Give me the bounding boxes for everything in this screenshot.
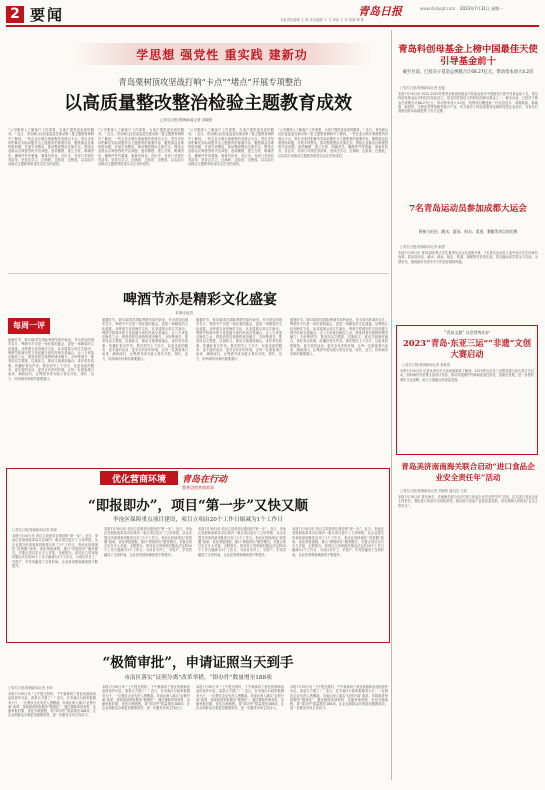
right-bottom-byline: □青岛日报/观海新闻记者 刘晓阳 通讯员 王婧 bbox=[400, 489, 467, 493]
lead-body-col-2: “公司要深入了解客户工作需要，为客户提供更优质的服务。” 近日，青岛崂山区纪委监委在推动第二批主题教育调研中了解到，一些企业反映办事流程仍有堵点卡点。青岛市坚持把解决实际问题作为主题教育的重要内容，聚焦群众急难愁盼问题，开展专项整治，推动整改整治走深走实。围绕企业群众反映强烈的突出问题，逐项梳理、建立台账、明确责任，确保件件有着落、事事有回音。各区市、各部门对照任务清单，坚持边学习、边调研、边检视、边整改，以实际行动推动主题教育取得实实在在的成效。 bbox=[98, 128, 184, 167]
right-box-kicker: “青岛文旅” 社会智库出炉 bbox=[444, 330, 490, 335]
right-mid-subtitle: 将参与田径、跳水、游泳、射击、柔道、赛艇等项目的比赛 bbox=[418, 229, 518, 234]
right-mid-byline: □青岛日报/观海新闻记者 陈勇 bbox=[400, 245, 445, 249]
lower-headline: “极简审批”，申请证照当天到手 bbox=[102, 655, 294, 671]
page-number: 2 bbox=[10, 6, 20, 22]
feature-body-col-1: 本报7月30日讯 项目立项是项目建设的“第一步”。近日，李沧区发展和改革局对区域内一重点项目进行了立项审批，从企业提交申请到拿到批复仅用了1个工作日。李沧区持续深化“放管服”改革，优化审批流程，推行“即报即办”服务模式，对重点项目实行专人对接、全程帮办，将项目立项审批时限由法定的20个工作日缩减为1个工作日，为项目早开工、早投产、早见效赢得了宝贵时间，企业获得感和满意度不断提升。 bbox=[12, 534, 98, 569]
right-bottom-headline: 青岛美济南南海关联合启动“进口食品企业安全责任年”活动 bbox=[401, 462, 535, 482]
middle-rule bbox=[8, 273, 388, 274]
lead-headline: 以高质量整改整治检验主题教育成效 bbox=[64, 93, 352, 114]
right-box-byline: □青岛日报/观海新闻记者 张敬普 bbox=[402, 363, 451, 367]
feature-badge-secondary: 青岛在行动 bbox=[182, 475, 228, 485]
right-box-headline: 2023“青岛·东亚三运”“非遗”文创大赛启动 bbox=[402, 338, 532, 359]
lower-body-col-4: 本报7月30日讯 “上午提交材料，下午就拿到了营业执照和食品经营许可证，真是太方便了！” 近日，在市南区行政审批服务大厅，一位餐饮企业负责人感慨道。市南区深入落实“证照分离”改革，持续推进审批服务“极简化”，通过精简申请材料、压缩审批时限、优化办理流程，将“即办件”数量增至188项，让企业和群众办事更加便捷高效，进一步激发市场主体活力。 bbox=[290, 685, 388, 711]
right-top-body: 本报7月30日讯 2022-2023年度青岛科创母基金引导基金获评中国最佳天使引导基金前十名，青岛科创母基金由市科技局发起设立，是全国首批设立的科技创新母基金之一。截至目前，已投决子基金总规模合计68.27亿元，带动资本放大4.2倍，投资项目覆盖新一代信息技术、高端装备、新能源、新材料、生物医药等战略性新兴产业，有力推动了科技成果转化和科技型企业成长，为青岛打造科创资本高地提供了有力支撑。 bbox=[398, 92, 538, 114]
feature-headline: “即报即办”，项目“第一步”又快又顺 bbox=[87, 498, 309, 514]
commentary-body-col-2: 盛夏时节，第33届青岛国际啤酒节如约而至。作为青岛的城市名片，啤酒节不仅是一场狂欢的盛会，更是一场精彩的文化盛宴。从啤酒文化到海洋文化，从非遗展示到文艺演出，啤酒节将城市的文化底蕴与现代时尚完美融合，让八方来客在畅饮之余，感受到青岛独特的城市魅力。办好啤酒节，要坚持以文塑旅、以旅彰文，推动文旅深度融合，讲好青岛故事，传播好青岛声音。要在细节上下功夫，以更优质的服务、更丰富的活动、更安全有序的环境，让每一位游客乘兴而来、满意而归，让啤酒节成为展示青岛开放、现代、活力、时尚城市形象的重要窗口。 bbox=[102, 318, 188, 361]
commentary-body-col-3: 盛夏时节，第33届青岛国际啤酒节如约而至。作为青岛的城市名片，啤酒节不仅是一场狂欢的盛会，更是一场精彩的文化盛宴。从啤酒文化到海洋文化，从非遗展示到文艺演出，啤酒节将城市的文化底蕴与现代时尚完美融合，让八方来客在畅饮之余，感受到青岛独特的城市魅力。办好啤酒节，要坚持以文塑旅、以旅彰文，推动文旅深度融合，讲好青岛故事，传播好青岛声音。要在细节上下功夫，以更优质的服务、更丰富的活动、更安全有序的环境，让每一位游客乘兴而来、满意而归，让啤酒节成为展示青岛开放、现代、活力、时尚城市形象的重要窗口。 bbox=[196, 318, 282, 361]
feature-body-col-4: 本报7月30日讯 项目立项是项目建设的“第一步”。近日，李沧区发展和改革局对区域内一重点项目进行了立项审批，从企业提交申请到拿到批复仅用了1个工作日。李沧区持续深化“放管服”改革，优化审批流程，推行“即报即办”服务模式，对重点项目实行专人对接、全程帮办，将项目立项审批时限由法定的20个工作日缩减为1个工作日，为项目早开工、早投产、早见效赢得了宝贵时间，企业获得感和满意度不断提升。 bbox=[292, 527, 384, 557]
lead-body-col-4: “公司要深入了解客户工作需要，为客户提供更优质的服务。” 近日，青岛崂山区纪委监委在推动第二批主题教育调研中了解到，一些企业反映办事流程仍有堵点卡点。青岛市坚持把解决实际问题作为主题教育的重要内容，聚焦群众急难愁盼问题，开展专项整治，推动整改整治走深走实。围绕企业群众反映强烈的突出问题，逐项梳理、建立台账、明确责任，确保件件有着落、事事有回音。各区市、各部门对照任务清单，坚持边学习、边调研、边检视、边整改，以实际行动推动主题教育取得实实在在的成效。 bbox=[278, 128, 388, 158]
lead-kicker: 青岛栗树顶攻坚战打响“卡点”“堵点”开展专项整治 bbox=[118, 77, 302, 87]
feature-badge-primary: 优化营商环境 bbox=[111, 475, 166, 485]
commentary-body-col-1: 盛夏时节，第33届青岛国际啤酒节如约而至。作为青岛的城市名片，啤酒节不仅是一场狂欢的盛会，更是一场精彩的文化盛宴。从啤酒文化到海洋文化，从非遗展示到文艺演出，啤酒节将城市的文化底蕴与现代时尚完美融合，让八方来客在畅饮之余，感受到青岛独特的城市魅力。办好啤酒节，要坚持以文塑旅、以旅彰文，推动文旅深度融合，讲好青岛故事，传播好青岛声音。要在细节上下功夫，以更优质的服务、更丰富的活动、更安全有序的环境，让每一位游客乘兴而来、满意而归，让啤酒节成为展示青岛开放、现代、活力、时尚城市形象的重要窗口。 bbox=[8, 338, 94, 381]
lower-byline: □青岛日报/观海新闻记者 李沛 bbox=[8, 686, 53, 690]
right-bottom-body: 本报7月30日讯 青岛海关、济南海关联合启动“进口食品企业安全责任年”活动，压实进口食品企业主体责任，强化进口食品安全风险防控，推动进口食品产业高质量发展，切实保障人民群众“舌尖上的安全”。 bbox=[398, 495, 538, 508]
masthead-url: www.dailyqd.com bbox=[420, 6, 456, 11]
commentary-byline: 本报评论员 bbox=[175, 311, 193, 315]
lower-body-col-1: 本报7月30日讯 “上午提交材料，下午就拿到了营业执照和食品经营许可证，真是太方便了！” 近日，在市南区行政审批服务大厅，一位餐饮企业负责人感慨道。市南区深入落实“证照分离”改革，持续推进审批服务“极简化”，通过精简申请材料、压缩审批时限、优化办理流程，将“即办件”数量增至188项，让企业和群众办事更加便捷高效，进一步激发市场主体活力。 bbox=[8, 692, 96, 718]
column-label: 每周一评 bbox=[13, 320, 45, 330]
column-divider bbox=[391, 30, 392, 780]
header-rule bbox=[6, 25, 539, 27]
lead-byline: □青岛日报/观海新闻记者 刘晓阳 bbox=[160, 118, 213, 122]
right-top-subtitle: 截至目前，已投决子基金总规模合计68.27亿元，带动资本放大4.2倍 bbox=[402, 70, 534, 75]
slogan-text: 学思想 强党性 重实践 建新功 bbox=[136, 48, 308, 62]
lower-body-col-3: 本报7月30日讯 “上午提交材料，下午就拿到了营业执照和食品经营许可证，真是太方便了！” 近日，在市南区行政审批服务大厅，一位餐饮企业负责人感慨道。市南区深入落实“证照分离”改革，持续推进审批服务“极简化”，通过精简申请材料、压缩审批时限、优化办理流程，将“即办件”数量增至188项，让企业和群众办事更加便捷高效，进一步激发市场主体活力。 bbox=[196, 685, 284, 711]
feature-body-col-3: 本报7月30日讯 项目立项是项目建设的“第一步”。近日，李沧区发展和改革局对区域内一重点项目进行了立项审批，从企业提交申请到拿到批复仅用了1个工作日。李沧区持续深化“放管服”改革，优化审批流程，推行“即报即办”服务模式，对重点项目实行专人对接、全程帮办，将项目立项审批时限由法定的20个工作日缩减为1个工作日，为项目早开工、早投产、早见效赢得了宝贵时间，企业获得感和满意度不断提升。 bbox=[198, 527, 286, 557]
feature-body-col-2: 本报7月30日讯 项目立项是项目建设的“第一步”。近日，李沧区发展和改革局对区域内一重点项目进行了立项审批，从企业提交申请到拿到批复仅用了1个工作日。李沧区持续深化“放管服”改革，优化审批流程，推行“即报即办”服务模式，对重点项目实行专人对接、全程帮办，将项目立项审批时限由法定的20个工作日缩减为1个工作日，为项目早开工、早投产、早见效赢得了宝贵时间，企业获得感和满意度不断提升。 bbox=[104, 527, 192, 557]
lead-body-col-3: “公司要深入了解客户工作需要，为客户提供更优质的服务。” 近日，青岛崂山区纪委监委在推动第二批主题教育调研中了解到，一些企业反映办事流程仍有堵点卡点。青岛市坚持把解决实际问题作为主题教育的重要内容，聚焦群众急难愁盼问题，开展专项整治，推动整改整治走深走实。围绕企业群众反映强烈的突出问题，逐项梳理、建立台账、明确责任，确保件件有着落、事事有回音。各区市、各部门对照任务清单，坚持边学习、边调研、边检视、边整改，以实际行动推动主题教育取得实实在在的成效。 bbox=[188, 128, 274, 167]
feature-subtitle: 李沧区保障重点项目建设，项目立项由20个工作日缩减为1个工作日 bbox=[112, 517, 284, 523]
editor-line: 本版责任编辑 王 维 美术编辑 于 飞 审读 于 萍 排版 韩 彬 bbox=[280, 18, 365, 22]
right-top-byline: □青岛日报/观海新闻记者 张健 bbox=[400, 86, 445, 90]
lower-subtitle: 市南区落实“证照分离”改革举措，“即办件”数量增至188项 bbox=[124, 675, 272, 681]
section-title: 要闻 bbox=[30, 6, 65, 24]
right-box-body: 本报7月30日讯 记者从青岛市文化和旅游局了解到，2023青岛东亚三运暨非遗文创大赛正式启动，面向海内外征集文创设计作品，推动非遗保护传承和创造性转化、创新性发展，进一步擦亮城市文化品牌，助力文旅融合高质量发展。 bbox=[400, 369, 534, 382]
date-line: 2023年7月31日 星期一 bbox=[460, 6, 504, 11]
lead-body-col-1: “公司要深入了解客户工作需要，为客户提供更优质的服务。” 近日，青岛崂山区纪委监委在推动第二批主题教育调研中了解到，一些企业反映办事流程仍有堵点卡点。青岛市坚持把解决实际问题作为主题教育的重要内容，聚焦群众急难愁盼问题，开展专项整治，推动整改整治走深走实。围绕企业群众反映强烈的突出问题，逐项梳理、建立台账、明确责任，确保件件有着落、事事有回音。各区市、各部门对照任务清单，坚持边学习、边调研、边检视、边整改，以实际行动推动主题教育取得实实在在的成效。 bbox=[8, 128, 94, 167]
commentary-body-col-4: 盛夏时节，第33届青岛国际啤酒节如约而至。作为青岛的城市名片，啤酒节不仅是一场狂欢的盛会，更是一场精彩的文化盛宴。从啤酒文化到海洋文化，从非遗展示到文艺演出，啤酒节将城市的文化底蕴与现代时尚完美融合，让八方来客在畅饮之余，感受到青岛独特的城市魅力。办好啤酒节，要坚持以文塑旅、以旅彰文，推动文旅深度融合，讲好青岛故事，传播好青岛声音。要在细节上下功夫，以更优质的服务、更丰富的活动、更安全有序的环境，让每一位游客乘兴而来、满意而归，让啤酒节成为展示青岛开放、现代、活力、时尚城市形象的重要窗口。 bbox=[290, 318, 388, 357]
right-top-headline: 青岛科创母基金上榜中国最佳天使引导基金前十 bbox=[398, 44, 538, 67]
feature-badge-tertiary: 我身边的营商故事 bbox=[182, 485, 214, 490]
lower-body-col-2: 本报7月30日讯 “上午提交材料，下午就拿到了营业执照和食品经营许可证，真是太方便了！” 近日，在市南区行政审批服务大厅，一位餐饮企业负责人感慨道。市南区深入落实“证照分离”改革，持续推进审批服务“极简化”，通过精简申请材料、压缩审批时限、优化办理流程，将“即办件”数量增至188项，让企业和群众办事更加便捷高效，进一步激发市场主体活力。 bbox=[102, 685, 190, 711]
commentary-headline: 啤酒节亦是精彩文化盛宴 bbox=[123, 292, 277, 308]
right-mid-headline: 7名青岛运动员参加成都大运会 bbox=[409, 204, 527, 214]
masthead-logo: 青岛日报 bbox=[358, 5, 402, 18]
right-mid-body: 本报7月30日讯 第31届世界大学生夏季运动会在成都开幕，7名青岛运动员入选中国大学生体育代表团，将参加田径、跳水、游泳、射击、柔道、赛艇等项目的比赛。青岛籍运动员将全力以赴，为国争光，展现新时代青年学子的良好精神风貌。 bbox=[398, 251, 538, 264]
feature-byline: □青岛日报/观海新闻记者 张晓 bbox=[12, 528, 57, 532]
